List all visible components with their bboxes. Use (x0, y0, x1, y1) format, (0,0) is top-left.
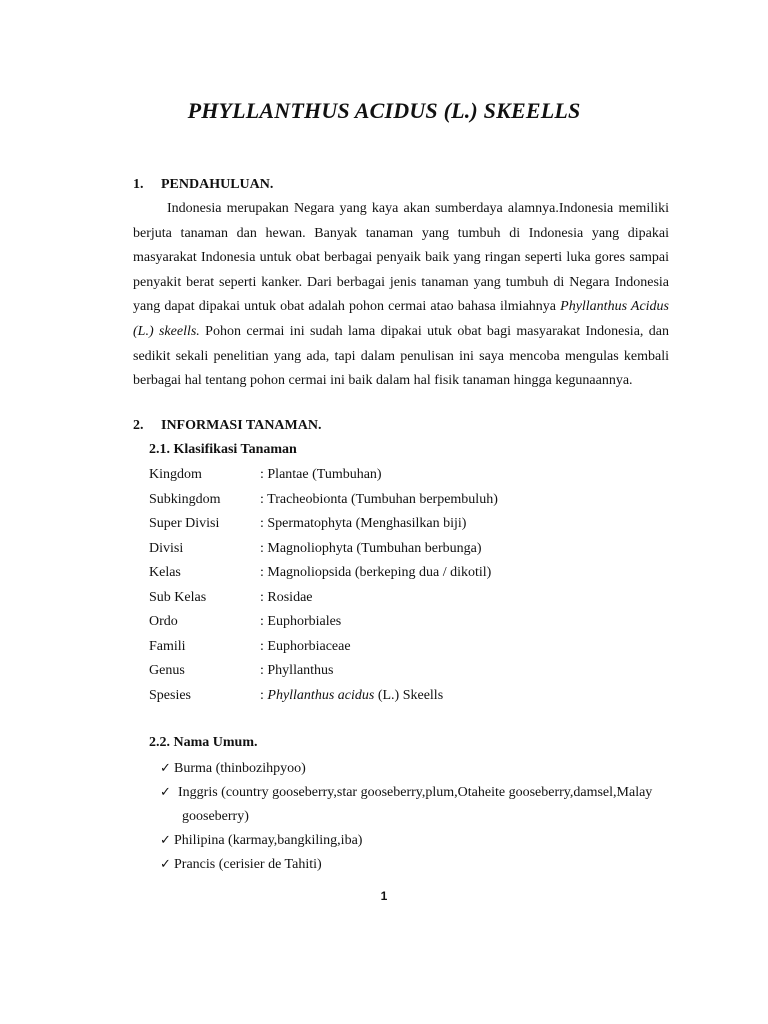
klasifikasi-value: : Magnoliopsida (berkeping dua / dikotil) (260, 565, 492, 580)
klasifikasi-row (149, 635, 498, 660)
klasifikasi-key: Kelas (149, 565, 181, 580)
list-item (160, 829, 680, 853)
list-item-text: Burma (thinbozihpyoo) (174, 761, 306, 776)
klasifikasi-key: Sub Kelas (149, 589, 207, 605)
intro-paragraph (133, 197, 669, 394)
klasifikasi-row (149, 561, 498, 586)
klasifikasi-row (149, 512, 498, 537)
klasifikasi-value: : Plantae (Tumbuhan) (260, 467, 382, 482)
spesies-suffix: (L.) Skeells (374, 687, 444, 703)
klasifikasi-key: Kingdom (149, 467, 202, 482)
klasifikasi-key: Subkingdom (149, 491, 221, 507)
klasifikasi-key: Divisi (149, 540, 184, 556)
list-item-text: Prancis (cerisier de Tahiti) (174, 857, 322, 872)
klasifikasi-value: : Euphorbiales (260, 614, 342, 629)
klasifikasi-value: : Spermatophyta (Menghasilkan biji) (260, 516, 467, 531)
section-1-heading (133, 177, 273, 193)
klasifikasi-value: : Magnoliophyta (Tumbuhan berbunga) (260, 540, 482, 556)
spesies-prefix: : (260, 687, 268, 703)
list-item (160, 757, 680, 781)
klasifikasi-key: Super Divisi (149, 516, 220, 531)
spesies-italic-name: Phyllanthus acidus (267, 687, 375, 703)
intro-text: Indonesia merupakan Negara yang kaya akan sumberdaya alamnya.Indonesia memiliki berjuta tanaman dan hewan. Banyak tanaman yang tumbuh di Indonesia yang dipakai masyarakat Indonesia untuk obat berbagai penyaik baik yang ringan seperti luka gores sampai penyakit berat seperti kanker. Dari berbagai jenis tanaman yang tumbuh di Negara Indonesia yang dapat dipakai untuk obat adalah pohon cermai atao bahasa ilmiahnya (133, 201, 669, 315)
klasifikasi-value (260, 684, 443, 709)
check-icon: ✓ (160, 785, 171, 800)
klasifikasi-key: Spesies (149, 687, 191, 703)
intro-text-continued: Pohon cermai ini sudah lama dipakai utuk obat bagi masyarakat Indonesia, dan sedikit sekali penelitian yang ada, tapi dalam penulisan ini saya mencoba mengulas kembali berbagai hal tentang pohon cermai ini baik dalam hal fisik tanaman hingga kegunaannya. (133, 323, 669, 389)
klasifikasi-row (149, 537, 498, 562)
klasifikasi-key: Genus (149, 663, 185, 678)
section-number: 2. (133, 418, 144, 433)
klasifikasi-table (149, 463, 498, 708)
klasifikasi-row (149, 659, 498, 684)
klasifikasi-row (149, 463, 498, 488)
klasifikasi-value: : Phyllanthus (260, 663, 334, 678)
list-item (160, 781, 680, 829)
klasifikasi-value: : Tracheobionta (Tumbuhan berpembuluh) (260, 491, 498, 507)
check-icon: ✓ (160, 761, 171, 776)
section-title: INFORMASI TANAMAN. (161, 418, 322, 433)
scientific-name: Phyllanthus Acidus (L.) skeells. (133, 299, 670, 339)
klasifikasi-value: : Euphorbiaceae (260, 638, 351, 654)
klasifikasi-value: : Rosidae (260, 589, 313, 605)
list-item-continuation: gooseberry) (182, 809, 249, 824)
section-title: PENDAHULUAN. (161, 177, 274, 192)
klasifikasi-row-spesies (149, 684, 498, 709)
list-item (160, 853, 680, 877)
klasifikasi-row (149, 488, 498, 513)
klasifikasi-key: Famili (149, 638, 186, 654)
klasifikasi-heading: 2.1. Klasifikasi Tanaman (149, 442, 297, 457)
section-2-heading (133, 418, 321, 434)
document-title: PHYLLANTHUS ACIDUS (L.) SKEELLS (187, 98, 581, 123)
klasifikasi-key: Ordo (149, 614, 178, 629)
check-icon: ✓ (160, 833, 171, 848)
klasifikasi-row (149, 586, 498, 611)
list-item-text: Philipina (karmay,bangkiling,iba) (174, 833, 363, 848)
nama-umum-heading: 2.2. Nama Umum. (149, 735, 258, 750)
page-number: 1 (380, 889, 388, 903)
nama-umum-list (160, 757, 680, 877)
section-number: 1. (133, 177, 144, 192)
list-item-text: Inggris (country gooseberry,star gooseberry,plum,Otaheite gooseberry,damsel,Malay (178, 785, 653, 800)
check-icon: ✓ (160, 857, 171, 872)
klasifikasi-row (149, 610, 498, 635)
